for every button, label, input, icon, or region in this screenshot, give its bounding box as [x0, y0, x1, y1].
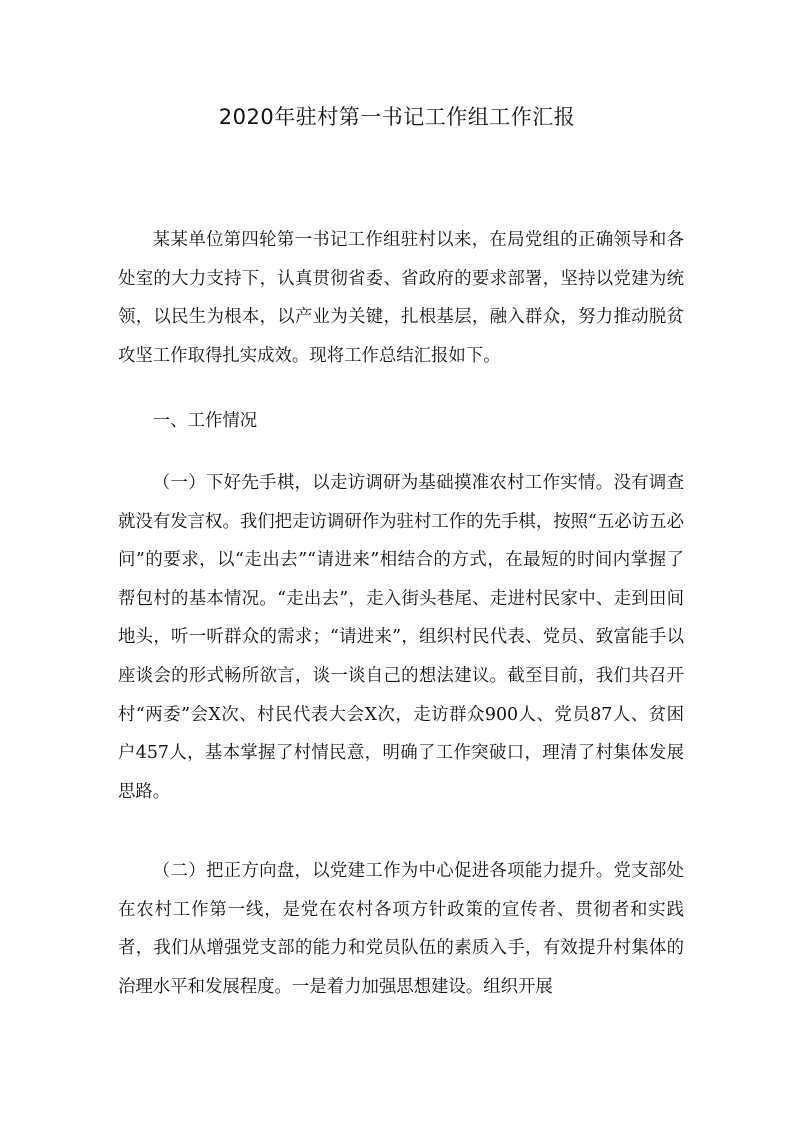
- intro-paragraph: 某某单位第四轮第一书记工作组驻村以来，在局党组的正确领导和各处室的大力支持下，认真贯彻省委、省政府的要求部署，坚持以党建为统领，以民生为根本，以产业为关键，扎根基层，融入群众，努力推动脱贫攻坚工作取得扎实成效。现将工作总结汇报如下。: [118, 230, 684, 366]
- section-heading: 一、工作情况: [152, 411, 258, 431]
- paragraph-2: （二）把正方向盘，以党建工作为中心促进各项能力提升。党支部处在农村工作第一线，是党在农村各项方针政策的宣传者、贯彻者和实践者，我们从增强党支部的能力和党员队伍的素质入手，有效提升村集体的治理水平和发展程度。一是着力加强思想建设。组织开展: [118, 861, 684, 997]
- document-title: 2020年驻村第一书记工作组工作汇报: [218, 105, 576, 129]
- paragraph-1: （一）下好先手棋，以走访调研为基础摸准农村工作实情。没有调查就没有发言权。我们把走访调研作为驻村工作的先手棋，按照“五必访五必问”的要求，以“走出去”“请进来”相结合的方式，在最短的时间内掌握了帮包村的基本情况。“走出去”，走入街头巷尾、走进村民家中、走到田间地头，听一听群众的需求；“请进来”，组织村民代表、党员、致富能手以座谈会的形式畅所欲言，谈一谈自己的想法建议。截至目前，我们共召开村“两委”会X次、村民代表大会X次，走访群众900人、党员87人、贫困户457人，基本掌握了村情民意，明确了工作突破口，理清了村集体发展思路。: [118, 473, 684, 802]
